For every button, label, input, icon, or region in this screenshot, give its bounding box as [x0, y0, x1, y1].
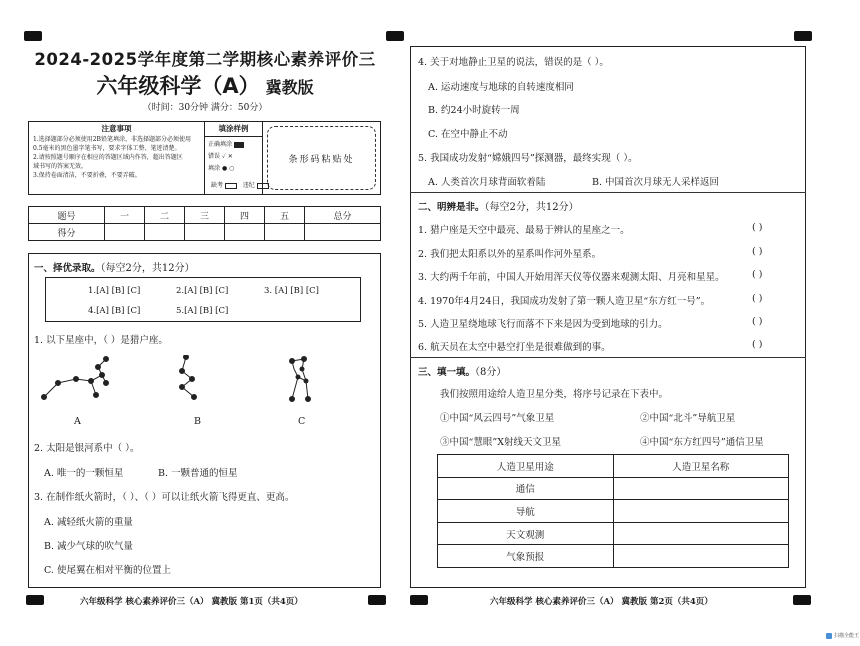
exam-title: 2024-2025学年度第二学期核心素养评价三 — [34, 50, 376, 69]
fill-example-heading: 填涂样例 — [205, 122, 262, 137]
fill-fill — [208, 163, 259, 175]
scanner-logo — [826, 632, 859, 639]
q4-option-a: A. 运动速度与地球的自转速度相同 — [428, 82, 574, 93]
judge-bracket-4[interactable]: ( ) — [752, 293, 763, 304]
question-5: 5. 我国成功发射“嫦娥四号”探测器，最终实现（ ）。 — [418, 153, 638, 164]
question-1: 1. 以下星座中，（ ）是猎户座。 — [34, 335, 168, 346]
satellite-option-1: ①中国“风云四号”气象卫星 — [440, 413, 555, 424]
judge-item-3: 3. 大约两千年前，中国人开始用浑天仪等仪器来观测太阳、月亮和星星。 — [418, 272, 725, 283]
constellation-diagrams — [36, 355, 336, 417]
section-3-score: （8分） — [475, 367, 507, 378]
violation-label: 违纪 — [242, 182, 255, 189]
score-cell[interactable] — [104, 224, 144, 241]
fill-wrong — [208, 151, 259, 163]
answer-cell-5[interactable]: 5.[A] [B] [C] — [176, 306, 229, 316]
option-label-c: C — [298, 416, 306, 427]
edition-label: 冀教版 — [265, 78, 314, 97]
exam-subtitle — [30, 70, 380, 100]
satellite-option-4: ④中国“东方红四号”通信卫星 — [640, 437, 764, 448]
q5-option-b: B. 中国首次月球无人采样返回 — [592, 177, 720, 188]
score-table — [28, 206, 381, 241]
alignment-mark — [24, 31, 42, 41]
question-4: 4. 关于对地静止卫星的说法，错误的是（ ）。 — [418, 57, 609, 68]
classify-header-row — [438, 455, 789, 478]
filled-sample-icon — [234, 142, 244, 148]
answer-sheet-box — [45, 277, 361, 322]
classify-answer-cell[interactable] — [613, 477, 789, 500]
satellite-classify-table — [437, 454, 789, 568]
notice-column — [29, 122, 205, 194]
section-2-heading — [418, 198, 579, 213]
answer-cell-4[interactable]: 4.[A] [B] [C] — [88, 306, 141, 316]
notice-item: 1.选择题部分必须使用2B铅笔填涂，非选择题部分必须使用 — [33, 136, 191, 143]
answer-cell-1[interactable]: 1.[A] [B] [C] — [88, 286, 141, 296]
notice-item: 域书写的答案无效。 — [33, 163, 88, 170]
notice-box — [28, 121, 381, 195]
notice-item: 3.保持卷面清洁，不要折叠，不要弄破。 — [33, 172, 141, 179]
answer-cell-3[interactable]: 3. [A] [B] [C] — [264, 286, 320, 296]
section-1-heading — [34, 259, 195, 274]
score-cell[interactable] — [304, 224, 380, 241]
classify-use-cell: 气象预报 — [438, 545, 614, 568]
scanner-logo-icon — [826, 633, 832, 639]
classify-answer-cell[interactable] — [613, 522, 789, 545]
classify-row — [438, 500, 789, 523]
fill-correct-label: 正确填涂 — [208, 141, 233, 148]
satellite-option-3: ③中国“慧眼”X射线天文卫星 — [440, 437, 561, 448]
judge-bracket-3[interactable]: ( ) — [752, 269, 763, 280]
section-1-score: （每空2分，共12分） — [100, 263, 195, 274]
alignment-mark — [386, 31, 404, 41]
subject-title: 六年级科学（A） — [96, 74, 260, 98]
constellation-c — [290, 357, 311, 402]
score-header: 一 — [104, 207, 144, 224]
alignment-mark — [26, 595, 44, 605]
judge-item-2: 2. 我们把太阳系以外的星系叫作河外星系。 — [418, 249, 602, 260]
judge-item-6: 6. 航天员在太空中悬空打坐是很难做到的事。 — [418, 342, 611, 353]
alignment-mark — [793, 595, 811, 605]
time-info: （时间：30分钟 满分：50分） — [142, 103, 268, 113]
score-header: 三 — [184, 207, 224, 224]
scanner-logo-text: 扫描全能王 — [834, 633, 860, 639]
score-header: 四 — [224, 207, 264, 224]
classify-answer-cell[interactable] — [613, 545, 789, 568]
question-2: 2. 太阳是银河系中（ ）。 — [34, 443, 140, 454]
barcode-column — [263, 122, 380, 194]
classify-use-cell: 通信 — [438, 477, 614, 500]
alignment-mark — [410, 595, 428, 605]
classify-row — [438, 477, 789, 500]
wrong-marks: ✓ ✕ — [221, 153, 233, 160]
judge-bracket-6[interactable]: ( ) — [752, 339, 763, 350]
section-divider — [410, 192, 806, 193]
classify-header-name: 人造卫星名称 — [613, 455, 789, 478]
option-label-b: B — [194, 416, 201, 427]
score-header: 题号 — [29, 207, 105, 224]
classify-row — [438, 522, 789, 545]
score-cell[interactable] — [184, 224, 224, 241]
fill-correct — [208, 139, 259, 151]
section-divider — [410, 357, 806, 358]
q3-option-b: B. 减少气球的吹气量 — [44, 541, 134, 552]
barcode-area: 条形码粘贴处 — [267, 126, 376, 190]
score-header: 五 — [264, 207, 304, 224]
judge-item-5: 5. 人造卫星绕地球飞行而落不下来是因为受到地球的引力。 — [418, 319, 668, 330]
classify-use-cell: 导航 — [438, 500, 614, 523]
q2-option-a: A. 唯一的一颗恒星 — [44, 468, 124, 479]
answer-cell-2[interactable]: 2.[A] [B] [C] — [176, 286, 229, 296]
alignment-mark — [794, 31, 812, 41]
absent-box[interactable] — [225, 183, 237, 189]
judge-bracket-2[interactable]: ( ) — [752, 246, 763, 257]
notice-item: 0.5毫米的黑色墨字笔书写，要求字体工整、笔迹清楚。 — [33, 145, 181, 152]
fill-wrong-label: 错误 — [208, 153, 221, 160]
option-label-a: A — [74, 416, 81, 427]
fill-fill-label: 填涂 — [208, 165, 221, 172]
constellation-a — [42, 357, 109, 400]
score-header: 总分 — [304, 207, 380, 224]
q2-option-b: B. 一颗普通的恒星 — [158, 468, 238, 479]
score-header: 二 — [144, 207, 184, 224]
section-2-title: 二、明辨是非。 — [418, 202, 485, 213]
left-page — [0, 0, 400, 646]
satellite-option-2: ②中国“北斗”导航卫星 — [640, 413, 736, 424]
section-3-intro: 我们按照用途给人造卫星分类，将序号记录在下表中。 — [440, 389, 669, 400]
classify-answer-cell[interactable] — [613, 500, 789, 523]
judge-bracket-1[interactable]: ( ) — [752, 222, 763, 233]
section-1-title: 一、择优录取。 — [34, 263, 101, 274]
notice-item: 2.请按照题号顺序在相应的答题区域内作答，超出答题区 — [33, 154, 183, 161]
question-3: 3. 在制作纸火箭时，（ ）、（ ）可以让纸火箭飞得更直、更高。 — [34, 492, 295, 503]
violation-box[interactable] — [257, 183, 269, 189]
score-row-label: 得分 — [29, 224, 105, 241]
q3-option-c: C. 使尾翼在相对平衡的位置上 — [44, 565, 171, 576]
classify-row — [438, 545, 789, 568]
section-2-score: （每空2分，共12分） — [484, 202, 579, 213]
judge-bracket-5[interactable]: ( ) — [752, 316, 763, 327]
judge-item-1: 1. 猎户座是天空中最亮、最易于辨认的星座之一。 — [418, 225, 630, 236]
q4-option-b: B. 约24小时旋转一周 — [428, 105, 520, 116]
score-value-row — [29, 224, 381, 241]
score-cell[interactable] — [264, 224, 304, 241]
notice-heading: 注意事项 — [101, 124, 132, 133]
absent-violation-marks — [211, 180, 269, 189]
constellation-b — [180, 355, 197, 400]
section-3-heading — [418, 363, 506, 378]
score-cell[interactable] — [224, 224, 264, 241]
score-header-row — [29, 207, 381, 224]
q4-option-c: C. 在空中静止不动 — [428, 129, 508, 140]
classify-header-use: 人造卫星用途 — [438, 455, 614, 478]
section-3-title: 三、填一填。 — [418, 367, 476, 378]
q3-option-a: A. 减轻纸火箭的重量 — [44, 517, 133, 528]
q5-option-a: A. 人类首次月球背面软着陆 — [428, 177, 546, 188]
judge-item-4: 4. 1970年4月24日，我国成功发射了第一颗人造卫星“东方红一号”。 — [418, 296, 711, 307]
right-footer: 六年级科学 核心素养评价三（A） 冀教版 第2页（共4页） — [490, 597, 713, 607]
score-cell[interactable] — [144, 224, 184, 241]
absent-label: 缺考 — [211, 182, 224, 189]
alignment-mark — [368, 595, 386, 605]
classify-use-cell: 天文观测 — [438, 522, 614, 545]
left-footer: 六年级科学 核心素养评价三（A） 冀教版 第1页（共4页） — [80, 597, 303, 607]
fill-marks: ● ○ — [221, 165, 235, 172]
